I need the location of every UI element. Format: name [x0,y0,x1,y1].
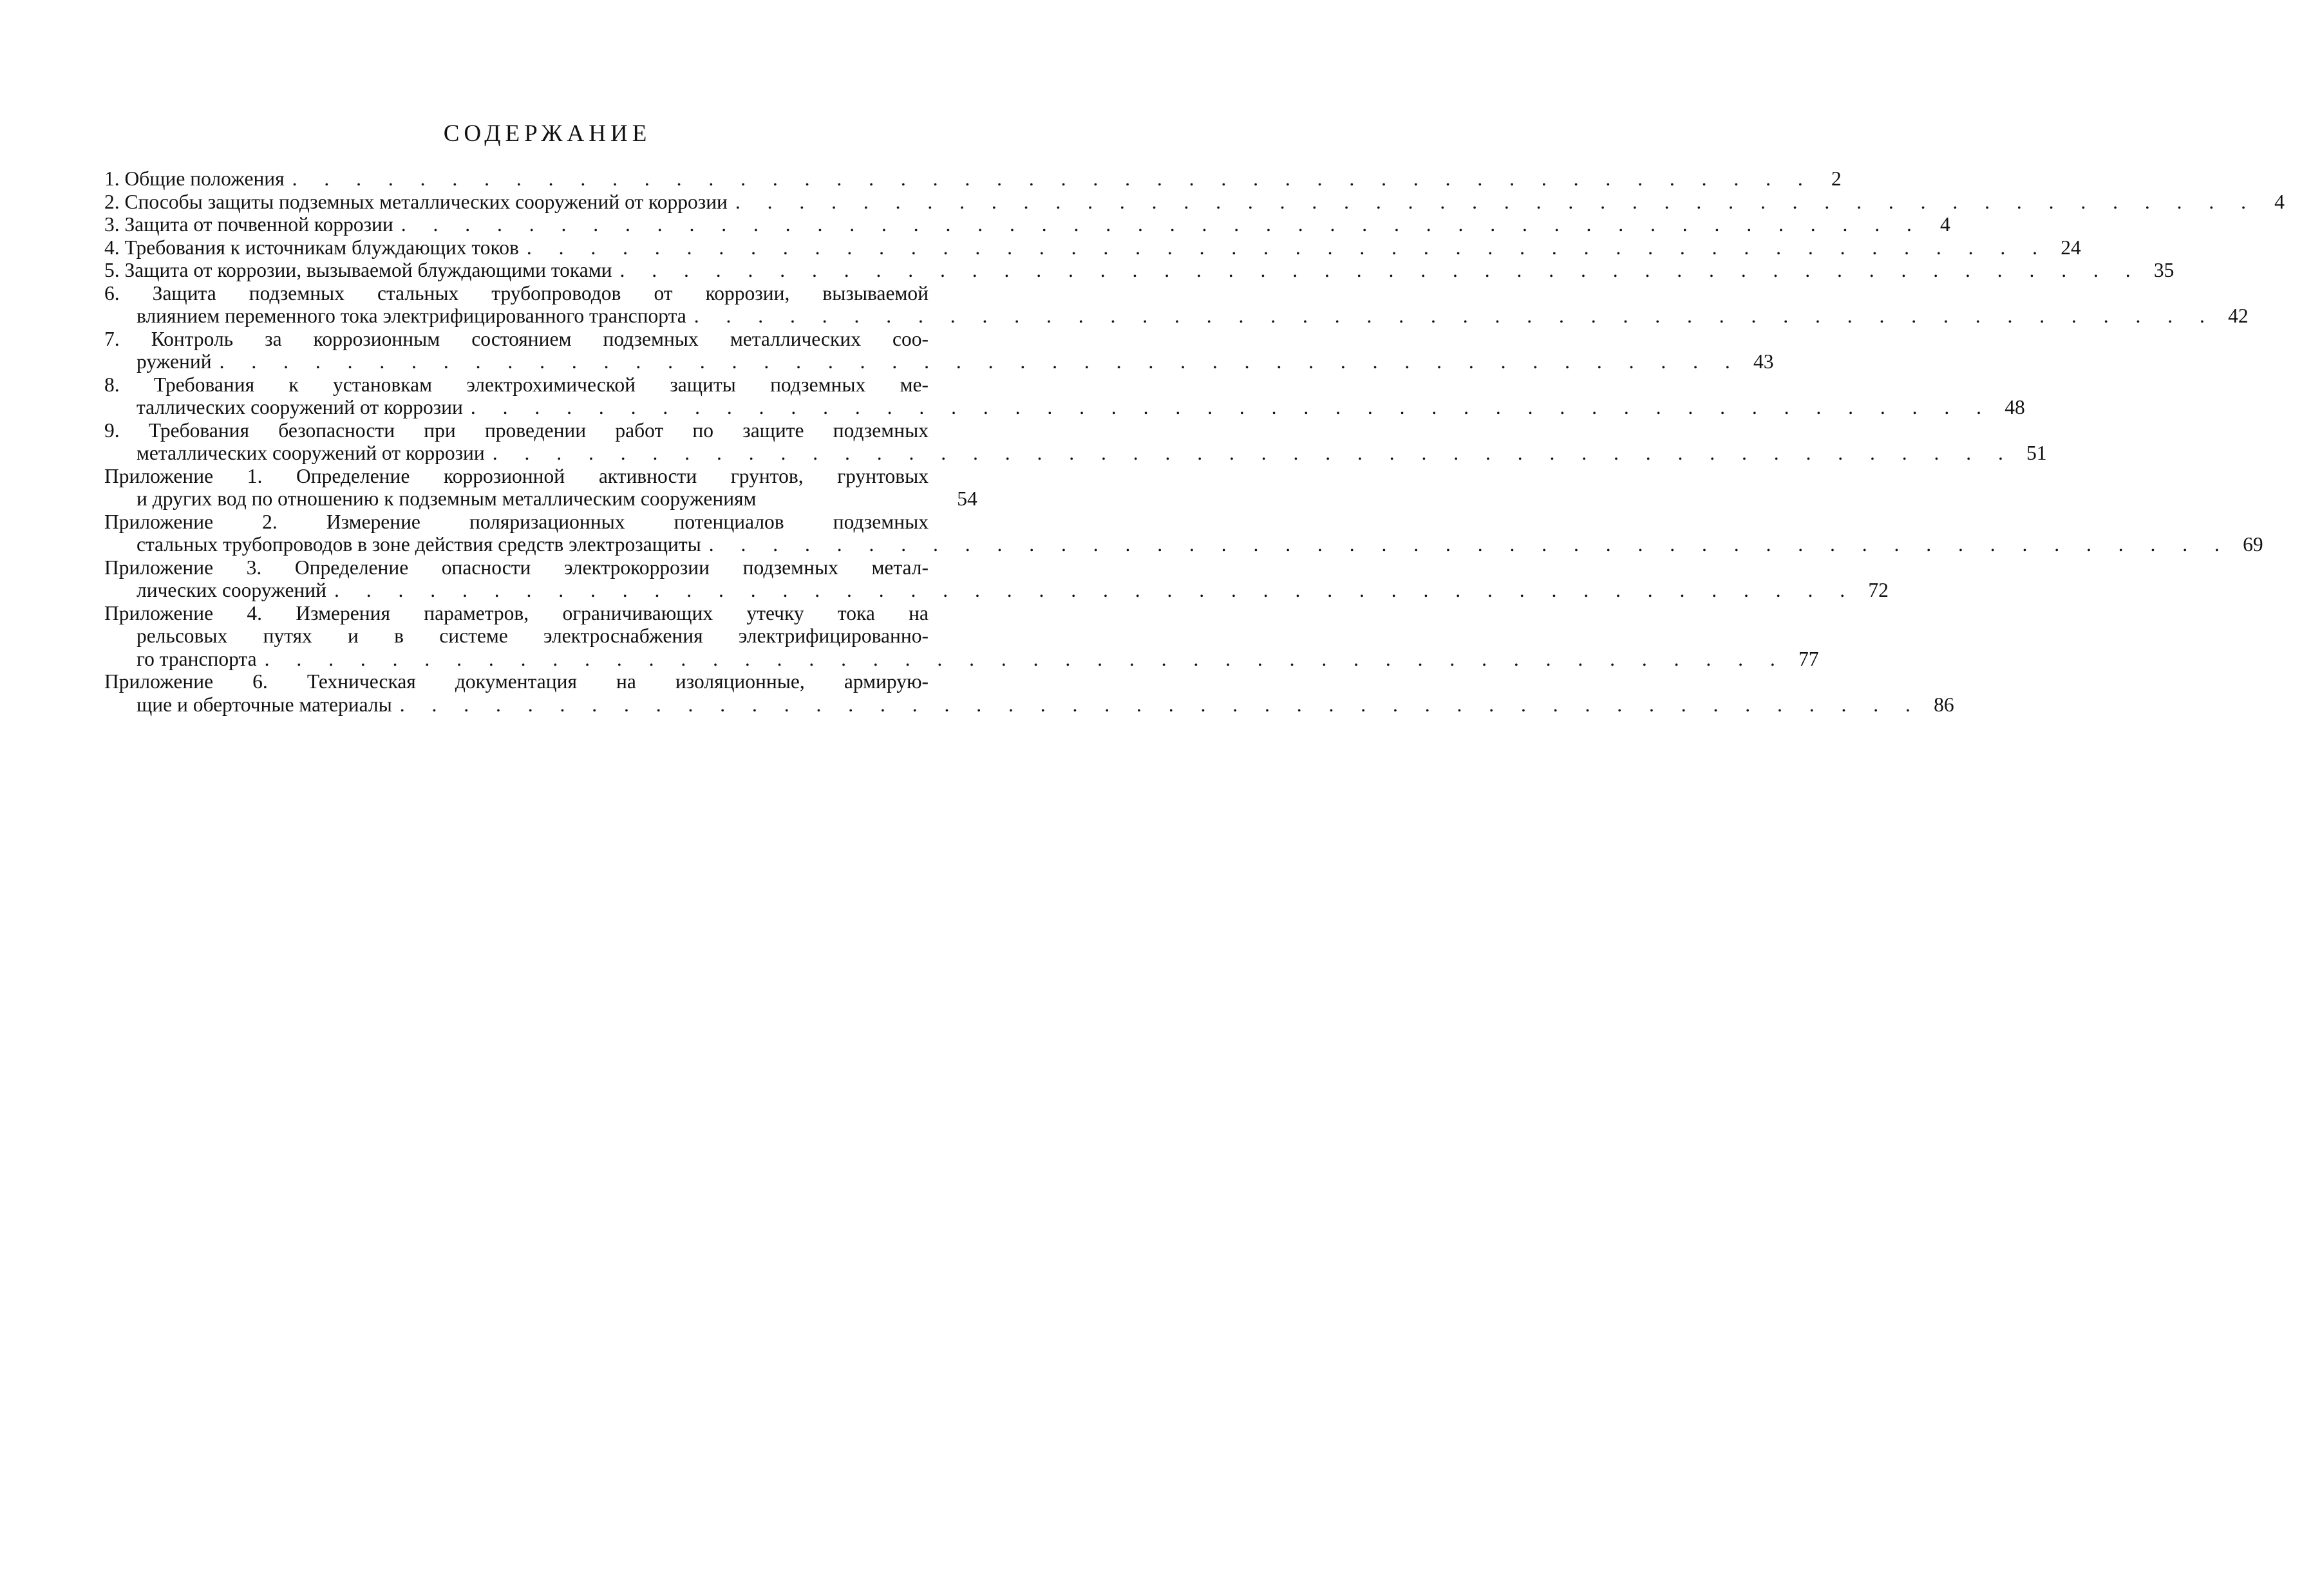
toc-entry [104,167,1842,191]
toc-entry-text: таллических сооружений от коррозии [137,396,463,418]
toc-entry [104,327,1774,373]
page-number: 4 [1939,213,1950,236]
toc-entry-line [104,190,2285,214]
toc-entry-text: Приложение 3. Определение опасности электрокоррозии подземных метал- [104,556,929,579]
page-number: 77 [1798,647,1819,670]
toc-entry-line [104,487,990,511]
toc-entry [104,373,2025,419]
dot-leader [257,648,1786,671]
toc-entry-line [104,624,990,648]
dot-leader [393,213,1923,236]
page-number: 4 [2274,190,2285,213]
toc-entry [104,601,1819,671]
toc-entry-text: 2. Способы защиты подземных металлических сооружений от коррозии [104,190,728,213]
toc-entry-text: 9. Требования безопасности при проведении работ по защите подземных [104,418,929,442]
toc-entry-line [104,167,1842,191]
toc-entry-line [104,305,2249,328]
toc-entry-line [104,602,990,625]
dot-leader [519,236,2048,259]
table-of-contents [104,167,2285,716]
toc-entry-line [104,396,2025,419]
page-number: 72 [1868,579,1889,601]
page-number: 43 [1753,350,1774,373]
toc-entry [104,281,2249,328]
page-number: 69 [2243,533,2263,556]
toc-entry-text: щие и оберточные материалы [137,693,392,716]
toc-entry-text: Приложение 1. Определение коррозионной активности грунтов, грунтовых [104,464,929,487]
page-number: 54 [957,487,977,510]
toc-entry-line [104,213,1950,236]
toc-entry-line [104,350,1774,373]
toc-entry-line [104,282,990,305]
toc-entry-line [104,419,990,442]
page-number: 42 [2228,305,2249,327]
page-number: 35 [2153,259,2175,281]
toc-entry-text: 7. Контроль за коррозионным состоянием подземных металлических соо- [104,327,929,350]
dot-leader [612,259,2142,282]
toc-entry-text: металлических сооружений от коррозии [137,442,485,464]
dot-leader [728,191,2257,214]
toc-entry-line [104,259,2175,282]
toc-entry-text: ружений [137,350,212,373]
dot-leader [285,167,1814,191]
toc-entry-text: го транспорта [137,647,257,670]
dot-leader [686,305,2216,328]
toc-entry-text: стальных трубопроводов в зоне действия средств электрозащиты [137,533,701,556]
toc-entry-line [104,465,990,488]
toc-entry-text: 4. Требования к источникам блуждающих токов [104,236,519,259]
page-number: 2 [1831,167,1842,190]
toc-entry [104,259,2175,282]
toc-entry-text: рельсовых путях и в системе электроснабжения электрифицированно- [137,624,929,647]
toc-entry-text: Приложение 4. Измерения параметров, ограничивающих утечку тока на [104,601,929,624]
page-title: СОДЕРЖАНИЕ [443,120,652,147]
dot-leader [463,396,1992,419]
toc-entry-line [104,579,1889,602]
toc-entry [104,213,1950,236]
toc-entry-text: 5. Защита от коррозии, вызываемой блуждающими токами [104,259,612,281]
toc-entry [104,465,990,511]
toc-entry-text: и других вод по отношению к подземным металлическим сооружениям [137,487,757,510]
toc-entry [104,190,2285,214]
dot-leader [212,350,1741,373]
toc-entry-text: 1. Общие положения [104,167,285,190]
toc-entry-text: 8. Требования к установкам электрохимической защиты подземных ме- [104,373,929,396]
toc-entry-text: Приложение 2. Измерение поляризационных потенциалов подземных [104,510,929,533]
toc-entry-line [104,556,990,579]
toc-entry-line [104,511,990,534]
toc-entry-line [104,647,1819,671]
dot-leader [701,533,2231,556]
toc-entry [104,236,2081,259]
dot-leader [392,693,1921,717]
toc-entry-text: 6. Защита подземных стальных трубопроводов от коррозии, вызываемой [104,281,929,305]
toc-entry [104,670,1954,716]
toc-entry [104,556,1889,602]
toc-entry-line [104,693,1954,717]
dot-leader [485,442,2014,465]
page-number: 48 [2005,396,2025,418]
page-number: 86 [1934,693,1954,716]
toc-entry-line [104,670,990,693]
toc-entry-line [104,373,990,397]
toc-entry-text: 3. Защита от почвенной коррозии [104,213,393,236]
toc-entry-text: влиянием переменного тока электрифицированного транспорта [137,305,686,327]
page-number: 24 [2061,236,2081,259]
toc-entry [104,418,2047,465]
toc-entry-line [104,442,2047,465]
toc-entry-line [104,533,2263,556]
toc-entry [104,510,2263,556]
toc-entry-text: Приложение 6. Техническая документация на изоляционные, армирую- [104,670,929,693]
page-number: 51 [2026,442,2047,464]
toc-entry-line [104,328,990,351]
dot-leader [326,579,1856,602]
toc-entry-line [104,236,2081,259]
toc-entry-text: лических сооружений [137,579,327,601]
